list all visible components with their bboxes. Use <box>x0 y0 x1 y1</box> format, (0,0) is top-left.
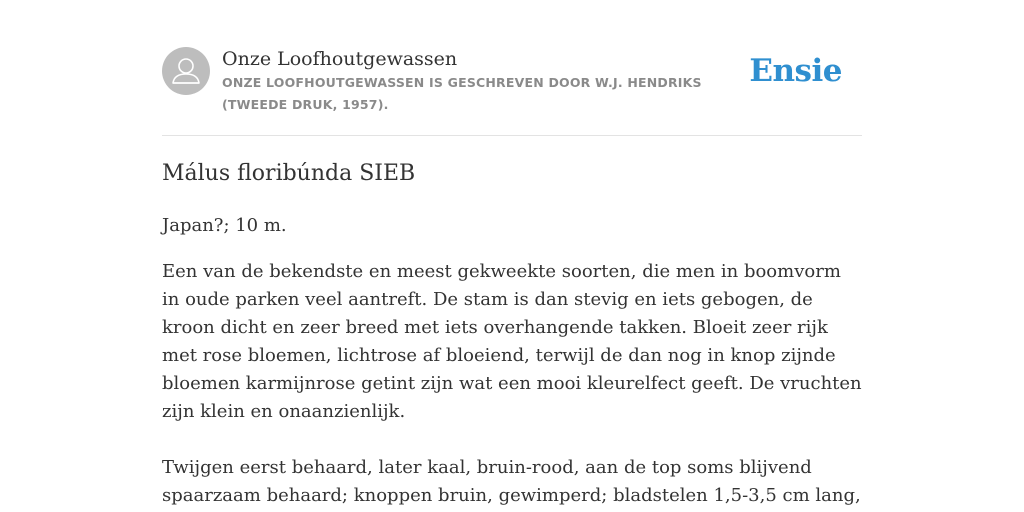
user-silhouette-icon <box>162 47 210 95</box>
header-divider <box>162 135 862 136</box>
origin-line: Japan?; 10 m. <box>162 215 287 236</box>
paragraph-twigs: Twijgen eerst behaard, later kaal, bruin-rood, aan de top soms blijvend spaarzaam behaard; knoppen bruin, gewimperd; bladstelen 1,5-3,5 cm lang, <box>162 457 861 506</box>
book-description: ONZE LOOFHOUTGEWASSEN IS GESCHREVEN DOOR W.J. HENDRIKS (TWEEDE DRUK, 1957). <box>222 75 702 112</box>
paragraph-description: Een van de bekendste en meest gekweekte soorten, die men in boomvorm in oude parken veel aantreft. De stam is dan stevig en iets gebogen, de kroon dicht en zeer breed met iets overhangende takken. Bloeit zeer rijk met rose bloemen, lichtrose af bloeiend, terwijl de dan nog in knop zijnde bloemen karmijnrose getint zijn wat een mooi kleurelfect geeft. De vruchten zijn klein en onaanzienlijk. <box>162 261 862 422</box>
ensie-logo[interactable]: Ensie <box>749 53 842 89</box>
book-title[interactable]: Onze Loofhoutgewassen <box>222 48 458 70</box>
entry-body <box>162 212 862 510</box>
book-header <box>162 47 862 119</box>
entry-title: Málus floribúnda SIEB <box>162 161 416 186</box>
